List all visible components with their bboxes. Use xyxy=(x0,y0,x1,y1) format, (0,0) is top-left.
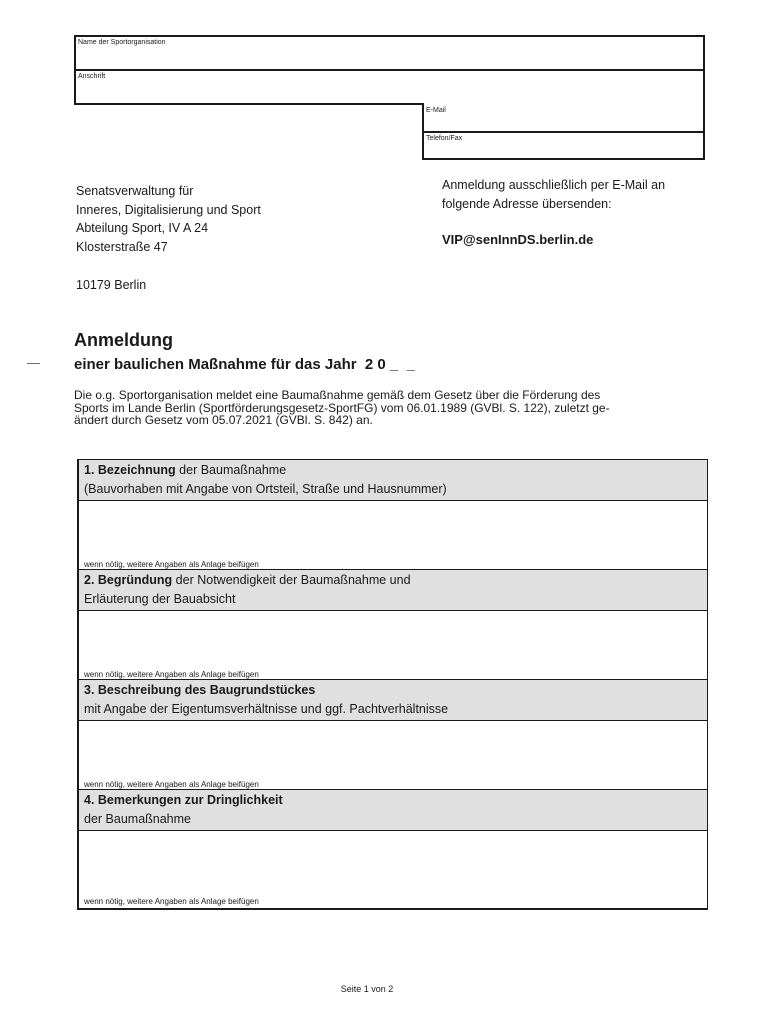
attachment-hint: wenn nötig, weitere Angaben als Anlage beifügen xyxy=(84,897,259,906)
notice-email: VIP@senInnDS.berlin.de xyxy=(442,232,594,247)
designation-input-area[interactable] xyxy=(79,500,707,571)
email-field[interactable] xyxy=(422,103,705,133)
section-title-rest: der Notwendigkeit der Baumaßnahme und xyxy=(172,573,411,587)
intro-line-3: ändert durch Gesetz vom 05.07.2021 (GVBl. S. 842) an. xyxy=(74,413,373,427)
section-title: 3. Beschreibung des Baugrundstückes xyxy=(84,683,316,697)
submission-notice xyxy=(442,176,665,213)
intro-paragraph xyxy=(74,389,610,427)
section-designation xyxy=(77,459,708,571)
intro-line-1: Die o.g. Sportorganisation meldet eine Baumaßnahme gemäß dem Gesetz über die Förderung des xyxy=(74,388,601,402)
notice-line-1: Anmeldung ausschließlich per E-Mail an xyxy=(442,178,666,192)
recipient-line-2: Inneres, Digitalisierung und Sport xyxy=(76,202,261,217)
section-header xyxy=(79,459,707,500)
section-title: 2. Begründung xyxy=(84,573,173,587)
recipient-line-1: Senatsverwaltung für xyxy=(76,184,194,198)
urgency-input-area[interactable] xyxy=(79,830,707,908)
justification-input-area[interactable] xyxy=(79,610,707,681)
section-title-rest: der Baumaßnahme xyxy=(175,463,287,477)
section-header xyxy=(79,569,707,610)
section-subtitle: (Bauvorhaben mit Angabe von Ortsteil, Straße und Hausnummer) xyxy=(84,482,447,496)
org-name-field[interactable] xyxy=(74,35,705,71)
recipient-city: 10179 Berlin xyxy=(76,278,147,292)
address-label: Anschrift xyxy=(78,73,106,80)
attachment-hint: wenn nötig, weitere Angaben als Anlage beifügen xyxy=(84,670,259,679)
page-title: Anmeldung xyxy=(74,330,173,350)
page-number: Seite 1 von 2 xyxy=(340,984,394,994)
phone-fax-label: Telefon/Fax xyxy=(426,135,463,142)
section-urgency xyxy=(77,789,708,910)
section-subtitle: der Baumaßnahme xyxy=(84,812,192,826)
section-header xyxy=(79,679,707,720)
page-subtitle: einer baulichen Maßnahme für das Jahr 2 0 _ _ xyxy=(74,356,415,373)
section-title: 4. Bemerkungen zur Dringlichkeit xyxy=(84,793,283,807)
section-subtitle: Erläuterung der Bauabsicht xyxy=(84,592,236,606)
attachment-hint: wenn nötig, weitere Angaben als Anlage beifügen xyxy=(84,560,259,569)
intro-line-2: Sports im Lande Berlin (Sportförderungsgesetz-SportFG) vom 06.01.1989 (GVBl. S. 122), zuletzt ge- xyxy=(74,400,610,415)
org-name-label: Name der Sportorganisation xyxy=(78,39,166,46)
email-label: E-Mail xyxy=(426,107,446,114)
section-justification xyxy=(77,569,708,681)
attachment-hint: wenn nötig, weitere Angaben als Anlage beifügen xyxy=(84,780,259,789)
notice-line-2: folgende Adresse übersenden: xyxy=(442,196,612,211)
margin-mark: — xyxy=(27,355,40,370)
recipient-line-3: Abteilung Sport, IV A 24 xyxy=(76,221,209,235)
section-property-description xyxy=(77,679,708,791)
section-header xyxy=(79,789,707,830)
recipient-address xyxy=(76,182,261,256)
address-field[interactable] xyxy=(74,69,705,105)
recipient-line-4: Klosterstraße 47 xyxy=(76,239,168,254)
phone-fax-field[interactable] xyxy=(422,131,705,160)
section-subtitle: mit Angabe der Eigentumsverhältnisse und ggf. Pachtverhältnisse xyxy=(84,702,449,716)
section-title: 1. Bezeichnung xyxy=(84,463,176,477)
property-input-area[interactable] xyxy=(79,720,707,791)
